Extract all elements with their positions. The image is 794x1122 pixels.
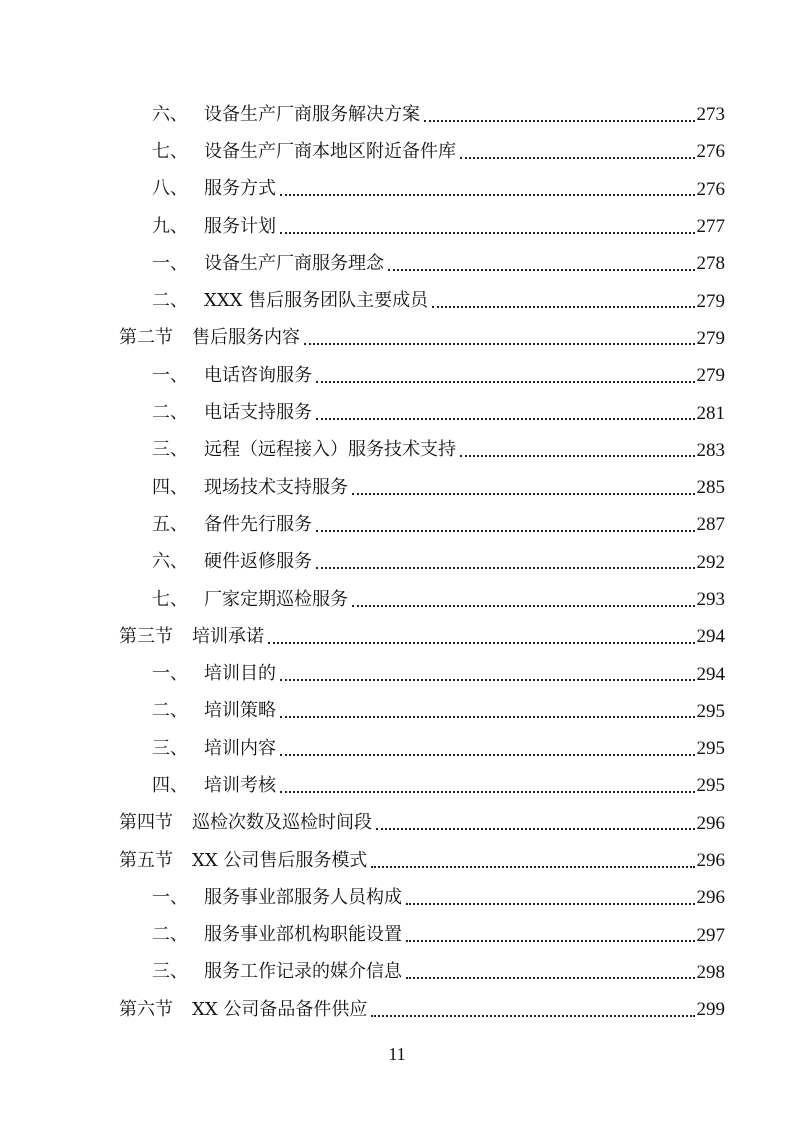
toc-entry-number: 一、 xyxy=(152,364,188,386)
toc-entry-page: 292 xyxy=(696,551,725,573)
toc-entry-page: 283 xyxy=(696,439,725,461)
toc-entry-number: 二、 xyxy=(152,290,188,312)
toc-entry-number: 一、 xyxy=(152,663,188,685)
toc-entry-number: 四、 xyxy=(152,476,188,498)
toc-entry-number: 八、 xyxy=(152,178,188,200)
toc-entry-title: 服务事业部机构职能设置 xyxy=(204,924,402,946)
toc-entry-number: 第六节 xyxy=(119,998,173,1020)
toc-entry-page: 273 xyxy=(696,104,725,126)
dot-leader xyxy=(316,512,695,532)
toc-entry-page: 278 xyxy=(696,253,725,275)
toc-entry-number: 三、 xyxy=(152,439,188,461)
toc-subsection-entry[interactable] xyxy=(119,581,725,618)
toc-entry-title: 培训承诺 xyxy=(192,625,264,647)
toc-entry-number: 二、 xyxy=(152,924,188,946)
toc-entry-title: 设备生产厂商本地区附近备件库 xyxy=(204,140,456,162)
toc-entry-page: 287 xyxy=(696,514,725,536)
dot-leader xyxy=(280,773,695,793)
dot-leader xyxy=(280,736,695,756)
dot-leader xyxy=(316,549,695,569)
toc-entry-number: 五、 xyxy=(152,513,188,535)
toc-entry-number: 第四节 xyxy=(119,812,173,834)
toc-subsection-entry[interactable] xyxy=(119,954,725,991)
toc-entry-page: 295 xyxy=(696,738,725,760)
dot-leader xyxy=(424,102,695,122)
toc-entry-title: 现场技术支持服务 xyxy=(204,476,348,498)
toc-entry-number: 第三节 xyxy=(119,625,173,647)
toc-entry-title: 服务方式 xyxy=(204,178,276,200)
toc-section-entry[interactable] xyxy=(119,618,725,655)
toc-entry-page: 298 xyxy=(696,961,725,983)
toc-entry-page: 296 xyxy=(696,850,725,872)
toc-entry-title: 备件先行服务 xyxy=(204,513,312,535)
toc-entry-page: 296 xyxy=(696,887,725,909)
toc-entry-page: 277 xyxy=(696,216,725,238)
dot-leader xyxy=(388,251,695,271)
dot-leader xyxy=(304,325,695,345)
toc-subsection-entry[interactable] xyxy=(119,171,725,208)
toc-section-entry[interactable] xyxy=(119,805,725,842)
toc-entry-page: 295 xyxy=(696,700,725,722)
toc-entry-number: 九、 xyxy=(152,215,188,237)
toc-subsection-entry[interactable] xyxy=(119,544,725,581)
toc-entry-title: 培训考核 xyxy=(204,774,276,796)
toc-entry-title: 电话咨询服务 xyxy=(204,364,312,386)
toc-entry-number: 三、 xyxy=(152,737,188,759)
toc-entry-number: 七、 xyxy=(152,588,188,610)
toc-entry-number: 一、 xyxy=(152,886,188,908)
toc-subsection-entry[interactable] xyxy=(119,730,725,767)
dot-leader xyxy=(432,288,694,308)
toc-entry-title: 培训目的 xyxy=(204,663,276,685)
dot-leader xyxy=(406,885,695,905)
dot-leader xyxy=(316,363,695,383)
dot-leader xyxy=(316,400,695,420)
toc-subsection-entry[interactable] xyxy=(119,879,725,916)
table-of-contents xyxy=(119,96,725,1028)
toc-entry-number: 六、 xyxy=(152,103,188,125)
toc-entry-page: 285 xyxy=(696,477,725,499)
dot-leader xyxy=(460,437,695,457)
toc-entry-page: 297 xyxy=(696,924,725,946)
dot-leader xyxy=(460,139,695,159)
toc-entry-title: 服务事业部服务人员构成 xyxy=(204,886,402,908)
toc-entry-title: XX 公司备品备件供应 xyxy=(192,998,368,1020)
toc-subsection-entry[interactable] xyxy=(119,917,725,954)
toc-entry-title: 售后服务内容 xyxy=(192,327,300,349)
dot-leader xyxy=(280,661,695,681)
dot-leader xyxy=(280,214,695,234)
toc-entry-page: 276 xyxy=(696,178,725,200)
toc-section-entry[interactable] xyxy=(119,991,725,1028)
toc-entry-number: 第五节 xyxy=(119,849,173,871)
toc-entry-title: 设备生产厂商服务解决方案 xyxy=(204,103,420,125)
toc-entry-page: 276 xyxy=(696,141,725,163)
toc-entry-title: 培训策略 xyxy=(204,700,276,722)
toc-entry-number: 七、 xyxy=(152,140,188,162)
page-number: 11 xyxy=(388,1044,406,1064)
toc-subsection-entry[interactable] xyxy=(119,506,725,543)
toc-entry-page: 294 xyxy=(696,663,725,685)
toc-entry-page: 279 xyxy=(696,327,725,349)
toc-subsection-entry[interactable] xyxy=(119,133,725,170)
dot-leader xyxy=(352,475,695,495)
toc-entry-title: 服务工作记录的媒介信息 xyxy=(204,961,402,983)
toc-entry-page: 296 xyxy=(696,812,725,834)
toc-subsection-entry[interactable] xyxy=(119,432,725,469)
toc-entry-number: 一、 xyxy=(152,252,188,274)
toc-entry-number: 二、 xyxy=(152,700,188,722)
toc-entry-number: 第二节 xyxy=(119,327,173,349)
toc-entry-number: 六、 xyxy=(152,551,188,573)
toc-entry-page: 295 xyxy=(696,775,725,797)
toc-entry-page: 294 xyxy=(696,626,725,648)
toc-entry-title: 远程（远程接入）服务技术支持 xyxy=(204,439,456,461)
toc-subsection-entry[interactable] xyxy=(119,693,725,730)
toc-entry-title: 服务计划 xyxy=(204,215,276,237)
toc-entry-title: XX 公司售后服务模式 xyxy=(192,849,368,871)
toc-subsection-entry[interactable] xyxy=(119,469,725,506)
toc-entry-title: 培训内容 xyxy=(204,737,276,759)
toc-section-entry[interactable] xyxy=(119,842,725,879)
toc-entry-title: 电话支持服务 xyxy=(204,402,312,424)
dot-leader xyxy=(371,997,694,1017)
dot-leader xyxy=(376,810,695,830)
dot-leader xyxy=(280,176,695,196)
toc-subsection-entry[interactable] xyxy=(119,96,725,133)
toc-subsection-entry[interactable] xyxy=(119,394,725,431)
toc-entry-page: 299 xyxy=(696,999,725,1021)
dot-leader xyxy=(352,587,695,607)
dot-leader xyxy=(268,624,695,644)
dot-leader xyxy=(280,698,695,718)
toc-subsection-entry[interactable] xyxy=(119,655,725,692)
toc-subsection-entry[interactable] xyxy=(119,245,725,282)
toc-entry-title: 厂家定期巡检服务 xyxy=(204,588,348,610)
dot-leader xyxy=(371,848,694,868)
toc-subsection-entry[interactable] xyxy=(119,208,725,245)
dot-leader xyxy=(406,922,695,942)
toc-entry-page: 279 xyxy=(696,365,725,387)
toc-entry-number: 二、 xyxy=(152,402,188,424)
toc-entry-number: 四、 xyxy=(152,774,188,796)
toc-entry-title: 巡检次数及巡检时间段 xyxy=(192,812,372,834)
toc-entry-page: 281 xyxy=(696,402,725,424)
toc-subsection-entry[interactable] xyxy=(119,357,725,394)
toc-entry-title: 硬件返修服务 xyxy=(204,551,312,573)
toc-entry-number: 三、 xyxy=(152,961,188,983)
toc-subsection-entry[interactable] xyxy=(119,767,725,804)
toc-subsection-entry[interactable] xyxy=(119,282,725,319)
toc-section-entry[interactable] xyxy=(119,320,725,357)
toc-entry-page: 293 xyxy=(696,589,725,610)
toc-entry-page: 279 xyxy=(696,290,725,312)
dot-leader xyxy=(406,959,695,979)
toc-entry-title: 设备生产厂商服务理念 xyxy=(204,252,384,274)
toc-entry-title: XXX 售后服务团队主要成员 xyxy=(204,290,429,312)
